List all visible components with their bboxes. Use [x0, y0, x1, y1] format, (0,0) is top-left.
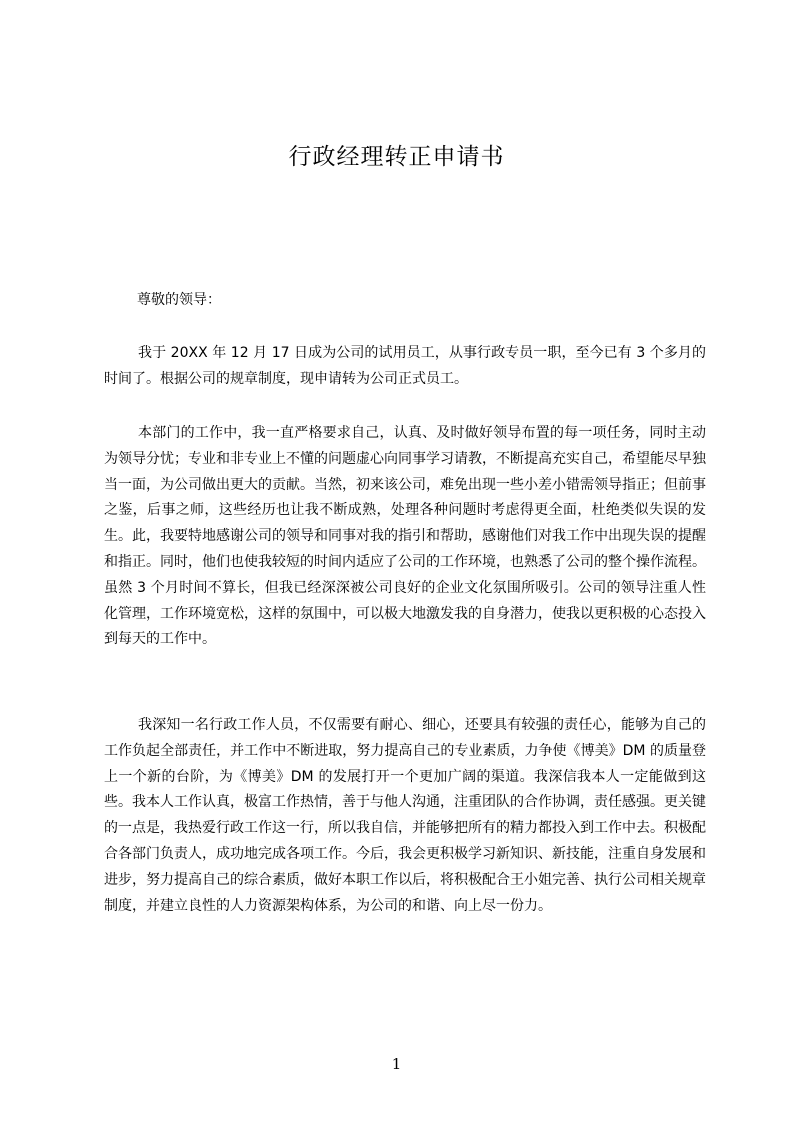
page-number: 1: [391, 1055, 402, 1073]
paragraph-work-experience: 本部门的工作中，我一直严格要求自己，认真、及时做好领导布置的每一项任务，同时主动为领导分忧；专业和非专业上不懂的问题虚心向同事学习请教，不断提高充实自己，希望能尽早独当一面，为公司做出更大的贡献。当然，初来该公司，难免出现一些小差小错需领导指正；但前事之鉴，后事之师，这些经历也让我不断成熟，处理各种问题时考虑得更全面，杜绝类似失误的发生。此，我要特地感谢公司的领导和同事对我的指引和帮助，感谢他们对我工作中出现失误的提醒和指正。同时，他们也使我较短的时间内适应了公司的工作环境，也熟悉了公司的整个操作流程。虽然 3 个月时间不算长，但我已经深深被公司良好的企业文化氛围所吸引。公司的领导注重人性化管理，工作环境宽松，这样的氛围中，可以极大地激发我的自身潜力，使我以更积极的心态投入到每天的工作中。: [104, 425, 706, 648]
paragraph-intro: 我于 20XX 年 12 月 17 日成为公司的试用员工，从事行政专员一职，至今已有 3 个多月的时间了。根据公司的规章制度，现申请转为公司正式员工。: [104, 345, 706, 387]
document-title: 行政经理转正申请书: [288, 144, 505, 170]
salutation: 尊敬的领导：: [137, 292, 221, 308]
paragraph-commitment: 我深知一名行政工作人员，不仅需要有耐心、细心，还要具有较强的责任心，能够为自己的工作负起全部责任，并工作中不断进取，努力提高自己的专业素质，力争使《博美》DM 的质量登上一个新的台阶，为《博美》DM 的发展打开一个更加广阔的渠道。我深信我本人一定能做到这些。我本人工作认真，极富工作热情，善于与他人沟通，注重团队的合作协调，责任感强。更关键的一点是，我热爱行政工作这一行，所以我自信，并能够把所有的精力都投入到工作中去。积极配合各部门负责人，成功地完成各项工作。今后，我会更积极学习新知识、新技能，注重自身发展和进步，努力提高自己的综合素质，做好本职工作以后，将积极配合王小姐完善、执行公司相关规章制度，并建立良性的人力资源架构体系，为公司的和谐、向上尽一份力。: [104, 717, 706, 914]
